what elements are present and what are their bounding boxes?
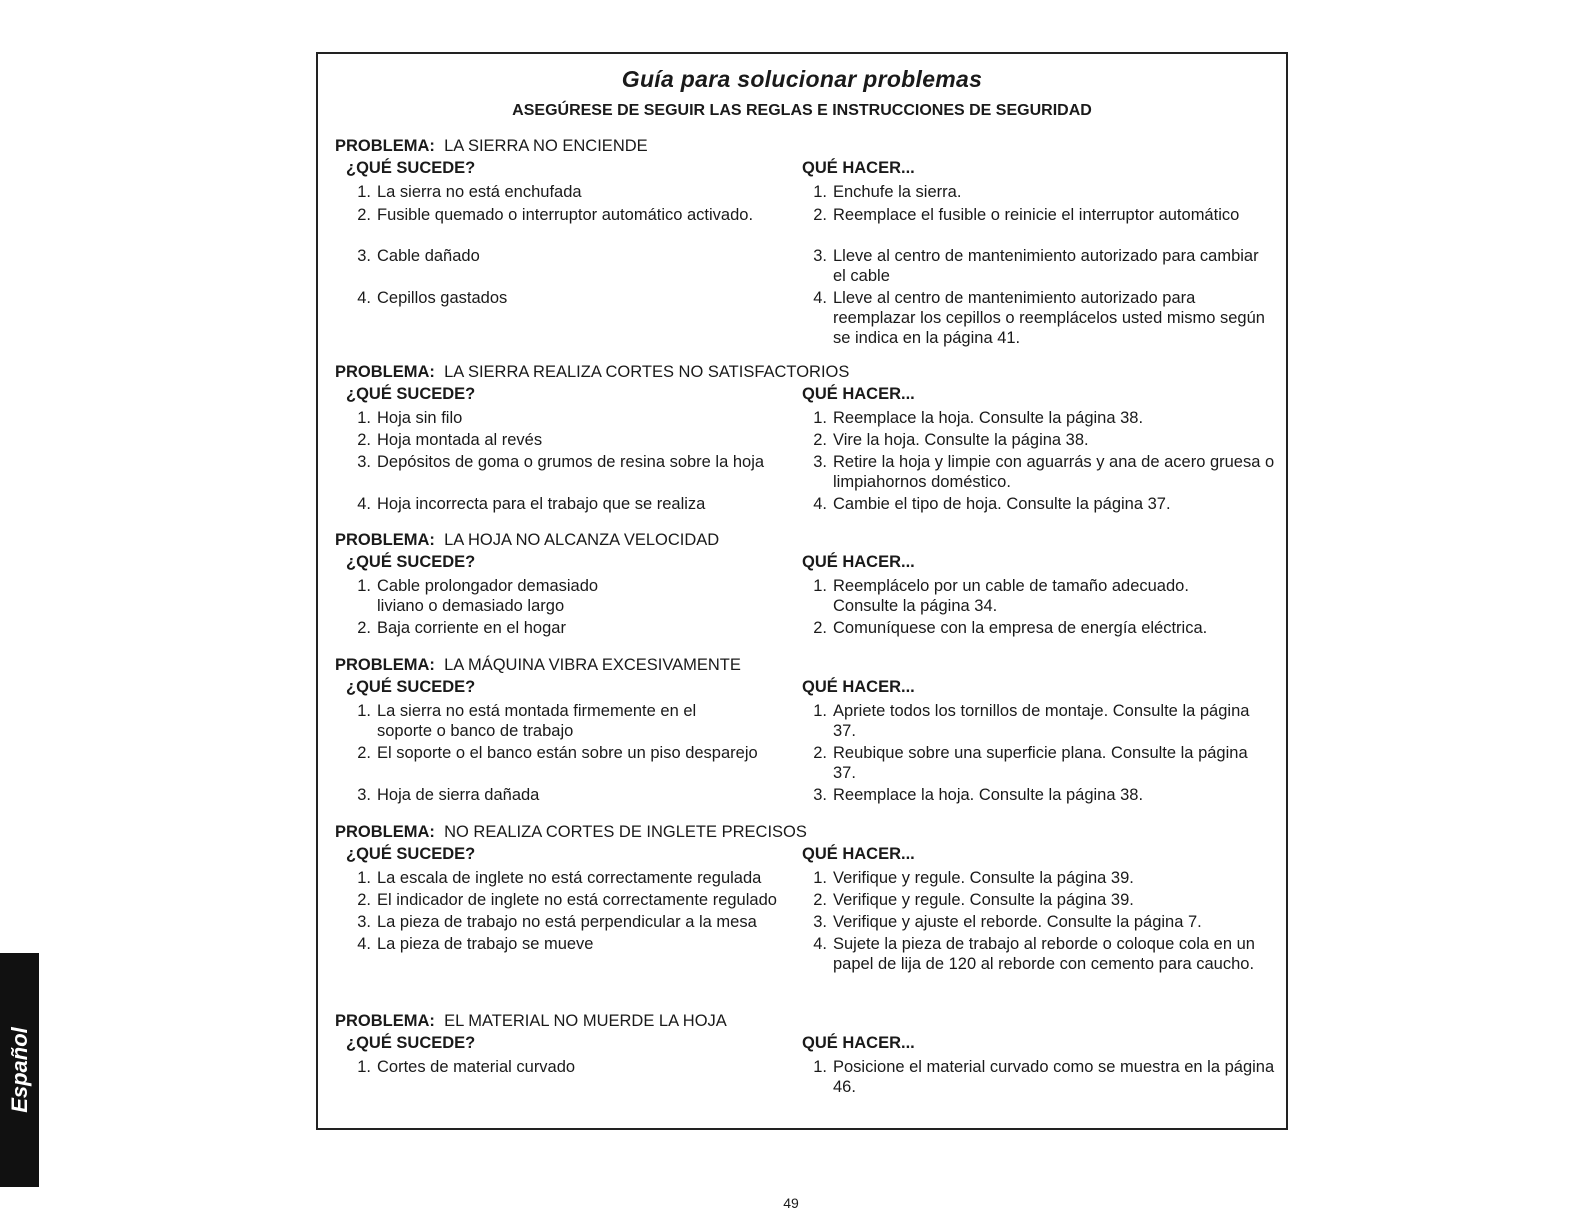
- problem-heading: PROBLEMA: NO REALIZA CORTES DE INGLETE PRECISOS: [335, 823, 807, 841]
- fix-item: 3. Reemplace la hoja. Consulte la página 38.: [813, 786, 1144, 804]
- cause-item: 2. El soporte o el banco están sobre un piso desparejo: [357, 744, 758, 762]
- problem-section: [335, 530, 1275, 648]
- page-title: Guía para solucionar problemas: [621, 66, 983, 92]
- cause-item: 3. Depósitos de goma o grumos de resina sobre la hoja: [357, 453, 765, 471]
- fix-item: 1. Verifique y regule. Consulte la página 39.: [813, 869, 1134, 887]
- cause-item: 4. Hoja incorrecta para el trabajo que se realiza: [357, 495, 706, 513]
- problem-section: [335, 136, 1275, 356]
- fix-item: 1. Enchufe la sierra.: [813, 183, 962, 201]
- cause-item: 2. Fusible quemado o interruptor automático activado.: [357, 206, 754, 224]
- what-happens-header: ¿QUÉ SUCEDE?: [346, 159, 476, 177]
- fix-item: 4. Sujete la pieza de trabajo al reborde o coloque cola en un papel de lija de 120 al reborde con cemento para caucho.: [813, 935, 1255, 973]
- what-to-do-header: QUÉ HACER...: [802, 385, 915, 403]
- problem-heading: PROBLEMA: LA SIERRA REALIZA CORTES NO SATISFACTORIOS: [335, 363, 850, 381]
- cause-item: 3. Cable dañado: [357, 247, 480, 265]
- what-to-do-header: QUÉ HACER...: [802, 553, 915, 571]
- what-to-do-header: QUÉ HACER...: [802, 159, 915, 177]
- fix-item: 3. Verifique y ajuste el reborde. Consulte la página 7.: [813, 913, 1202, 931]
- cause-item: 4. Cepillos gastados: [357, 289, 508, 307]
- troubleshooting-box: [316, 52, 1288, 1130]
- fix-item: 2. Verifique y regule. Consulte la página 39.: [813, 891, 1134, 909]
- what-happens-header: ¿QUÉ SUCEDE?: [346, 553, 476, 571]
- cause-item: 2. Baja corriente en el hogar: [357, 619, 566, 637]
- fix-item: 2. Comuníquese con la empresa de energía eléctrica.: [813, 619, 1208, 637]
- cause-item: 1. Cortes de material curvado: [357, 1058, 576, 1076]
- problem-heading: PROBLEMA: LA HOJA NO ALCANZA VELOCIDAD: [335, 531, 720, 549]
- fix-item: 3. Lleve al centro de mantenimiento autorizado para cambiar el cable: [813, 247, 1259, 285]
- page-number: 49: [783, 1195, 799, 1211]
- cause-item: 1. La sierra no está montada firmemente en el soporte o banco de trabajo: [357, 702, 697, 740]
- what-to-do-header: QUÉ HACER...: [802, 678, 915, 696]
- what-happens-header: ¿QUÉ SUCEDE?: [346, 385, 476, 403]
- what-happens-header: ¿QUÉ SUCEDE?: [346, 678, 476, 696]
- fix-item: 3. Retire la hoja y limpie con aguarrás y ana de acero gruesa o limpiahornos doméstico.: [813, 453, 1275, 491]
- fix-item: 1. Reemplácelo por un cable de tamaño adecuado. Consulte la página 34.: [813, 577, 1189, 615]
- fix-item: 1. Reemplace la hoja. Consulte la página 38.: [813, 409, 1144, 427]
- problem-section: [335, 822, 1275, 1002]
- fix-item: 2. Reubique sobre una superficie plana. Consulte la página 37.: [813, 744, 1248, 782]
- cause-item: 1. Cable prolongador demasiado liviano o demasiado largo: [357, 577, 599, 615]
- problem-heading: PROBLEMA: LA MÁQUINA VIBRA EXCESIVAMENTE: [335, 656, 741, 674]
- what-happens-header: ¿QUÉ SUCEDE?: [346, 1034, 476, 1052]
- fix-item: 1. Posicione el material curvado como se muestra en la página 46.: [813, 1058, 1275, 1096]
- fix-item: 1. Apriete todos los tornillos de montaje. Consulte la página 37.: [813, 702, 1250, 740]
- problem-section: [335, 1011, 1275, 1111]
- problem-section: [335, 362, 1275, 522]
- fix-item: 4. Cambie el tipo de hoja. Consulte la página 37.: [813, 495, 1171, 513]
- cause-item: 1. Hoja sin filo: [357, 409, 463, 427]
- language-tab-label: Español: [6, 1027, 32, 1113]
- what-to-do-header: QUÉ HACER...: [802, 845, 915, 863]
- cause-item: 2. El indicador de inglete no está correctamente regulado: [357, 891, 777, 909]
- cause-item: 3. Hoja de sierra dañada: [357, 786, 540, 804]
- cause-item: 2. Hoja montada al revés: [357, 431, 543, 449]
- what-to-do-header: QUÉ HACER...: [802, 1034, 915, 1052]
- cause-item: 4. La pieza de trabajo se mueve: [357, 935, 594, 953]
- fix-item: 2. Vire la hoja. Consulte la página 38.: [813, 431, 1089, 449]
- what-happens-header: ¿QUÉ SUCEDE?: [346, 845, 476, 863]
- cause-item: 1. La escala de inglete no está correctamente regulada: [357, 869, 762, 887]
- fix-item: 2. Reemplace el fusible o reinicie el interruptor automático: [813, 206, 1240, 224]
- cause-item: 3. La pieza de trabajo no está perpendicular a la mesa: [357, 913, 757, 931]
- safety-subtitle: ASEGÚRESE DE SEGUIR LAS REGLAS E INSTRUCCIONES DE SEGURIDAD: [512, 102, 1092, 119]
- problem-heading: PROBLEMA: LA SIERRA NO ENCIENDE: [335, 137, 648, 155]
- language-tab: [0, 953, 39, 1187]
- cause-item: 1. La sierra no está enchufada: [357, 183, 582, 201]
- problem-section: [335, 655, 1275, 815]
- fix-item: 4. Lleve al centro de mantenimiento autorizado para reemplazar los cepillos o reemplácelos usted mismo según se indica en la página 41.: [813, 289, 1265, 347]
- problem-heading: PROBLEMA: EL MATERIAL NO MUERDE LA HOJA: [335, 1012, 727, 1030]
